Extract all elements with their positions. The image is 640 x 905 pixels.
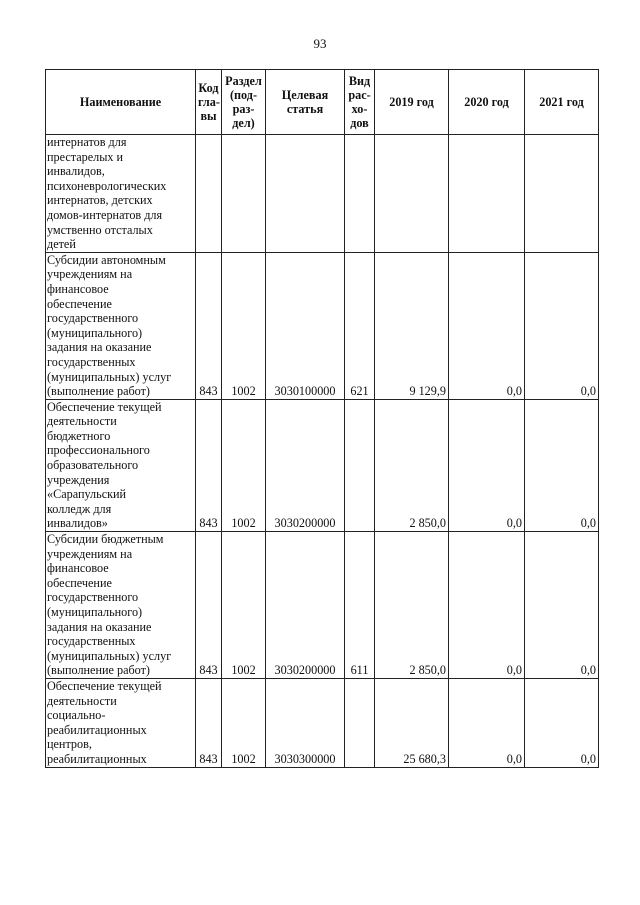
cell-name-line: задания на оказание bbox=[47, 340, 152, 355]
header-2019: 2019 год bbox=[375, 70, 449, 135]
cell-name-line: финансовое bbox=[47, 281, 109, 296]
cell-2019: 25 680,3 bbox=[375, 678, 449, 767]
page-number: 93 bbox=[313, 36, 327, 51]
cell-name-line: реабилитационных bbox=[47, 722, 147, 737]
cell-name-line: (выполнение работ) bbox=[47, 663, 150, 678]
table-row bbox=[46, 532, 599, 679]
header-target-line: статья bbox=[286, 102, 324, 116]
cell-code: 843 bbox=[196, 532, 222, 679]
cell-name-line: государственных bbox=[47, 634, 136, 649]
cell-name bbox=[46, 678, 196, 767]
cell-name-line: профессионального bbox=[47, 443, 150, 458]
cell-2021 bbox=[525, 135, 599, 253]
cell-2021: 0,0 bbox=[525, 678, 599, 767]
header-2020: 2020 год bbox=[449, 70, 525, 135]
cell-2019: 9 129,9 bbox=[375, 252, 449, 399]
cell-name bbox=[46, 532, 196, 679]
cell-2020: 0,0 bbox=[449, 532, 525, 679]
cell-name-line: (муниципального) bbox=[47, 605, 143, 619]
cell-target bbox=[266, 135, 345, 253]
header-code-line: вы bbox=[200, 109, 217, 123]
cell-name-line: учреждениям на bbox=[47, 267, 133, 282]
header-section-line: (под- bbox=[229, 88, 258, 102]
cell-exp-type bbox=[345, 399, 375, 531]
cell-name-line: (муниципальных) услуг bbox=[47, 369, 172, 384]
cell-name-line: интернатов, детских bbox=[47, 193, 153, 208]
cell-name-line: учреждениям на bbox=[47, 546, 133, 561]
cell-code: 843 bbox=[196, 399, 222, 531]
cell-section: 1002 bbox=[222, 532, 266, 679]
cell-exp-type: 621 bbox=[345, 252, 375, 399]
cell-name-line: колледж для bbox=[47, 501, 112, 516]
cell-name-line: (муниципальных) услуг bbox=[47, 648, 172, 663]
cell-section: 1002 bbox=[222, 678, 266, 767]
cell-exp-type: 611 bbox=[345, 532, 375, 679]
header-code bbox=[196, 70, 222, 135]
header-exp-type bbox=[345, 70, 375, 135]
cell-2020: 0,0 bbox=[449, 252, 525, 399]
cell-name-line: государственных bbox=[47, 354, 136, 369]
header-2021: 2021 год bbox=[525, 70, 599, 135]
cell-section bbox=[222, 135, 266, 253]
cell-code: 843 bbox=[196, 678, 222, 767]
header-section-line: Раздел bbox=[225, 74, 262, 88]
header-code-line: гла- bbox=[198, 95, 220, 109]
table-body bbox=[46, 135, 599, 768]
budget-table bbox=[45, 69, 599, 768]
header-target bbox=[266, 70, 345, 135]
cell-name-line: (выполнение работ) bbox=[47, 384, 150, 399]
cell-name-line: деятельности bbox=[47, 414, 117, 429]
cell-name-line: государственного bbox=[47, 590, 139, 605]
cell-name bbox=[46, 252, 196, 399]
cell-name-line: бюджетного bbox=[47, 428, 111, 443]
header-section-line: дел) bbox=[232, 116, 255, 130]
cell-name-line: деятельности bbox=[47, 693, 117, 708]
cell-name-line: Субсидии автономным bbox=[47, 252, 166, 267]
header-exp-type-line: рас- bbox=[348, 88, 371, 102]
cell-name-line: «Сарапульский bbox=[47, 487, 127, 502]
cell-name bbox=[46, 399, 196, 531]
cell-name-line: обеспечение bbox=[47, 575, 112, 590]
cell-2020 bbox=[449, 135, 525, 253]
cell-name-line: интернатов для bbox=[47, 135, 127, 149]
table-row bbox=[46, 399, 599, 531]
cell-exp-type bbox=[345, 678, 375, 767]
cell-name bbox=[46, 135, 196, 253]
header-section bbox=[222, 70, 266, 135]
cell-name-line: социально- bbox=[47, 708, 106, 723]
cell-2019 bbox=[375, 135, 449, 253]
header-name: Наименование bbox=[46, 70, 196, 135]
header-target-line: Целевая bbox=[281, 88, 329, 102]
cell-target: 3030300000 bbox=[266, 678, 345, 767]
cell-name-line: (муниципального) bbox=[47, 325, 143, 340]
cell-exp-type bbox=[345, 135, 375, 253]
cell-2020: 0,0 bbox=[449, 399, 525, 531]
cell-2019: 2 850,0 bbox=[375, 399, 449, 531]
cell-code bbox=[196, 135, 222, 253]
cell-2019: 2 850,0 bbox=[375, 532, 449, 679]
cell-name-line: финансовое bbox=[47, 561, 109, 576]
cell-name-line: Обеспечение текущей bbox=[47, 399, 162, 414]
cell-name-line: Субсидии бюджетным bbox=[47, 532, 164, 547]
header-exp-type-line: хо- bbox=[351, 102, 368, 116]
header-exp-type-line: дов bbox=[350, 116, 369, 130]
cell-name-line: центров, bbox=[47, 737, 92, 752]
cell-name-line: задания на оказание bbox=[47, 619, 152, 634]
cell-section: 1002 bbox=[222, 399, 266, 531]
table-row bbox=[46, 135, 599, 253]
cell-target: 3030100000 bbox=[266, 252, 345, 399]
cell-target: 3030200000 bbox=[266, 399, 345, 531]
table-row bbox=[46, 252, 599, 399]
cell-name-line: психоневрологических bbox=[47, 178, 167, 193]
cell-name-line: умственно отсталых bbox=[47, 222, 153, 237]
cell-name-line: Обеспечение текущей bbox=[47, 678, 162, 693]
cell-section: 1002 bbox=[222, 252, 266, 399]
cell-name-line: инвалидов, bbox=[47, 164, 105, 179]
cell-target: 3030200000 bbox=[266, 532, 345, 679]
cell-name-line: детей bbox=[47, 237, 76, 252]
header-section-line: раз- bbox=[232, 102, 255, 116]
cell-name-line: престарелых и bbox=[47, 149, 124, 164]
header-row bbox=[46, 70, 599, 135]
cell-2021: 0,0 bbox=[525, 532, 599, 679]
cell-name-line: государственного bbox=[47, 311, 139, 326]
header-code-line: Код bbox=[198, 81, 219, 95]
cell-2020: 0,0 bbox=[449, 678, 525, 767]
cell-2021: 0,0 bbox=[525, 252, 599, 399]
cell-name-line: учреждения bbox=[47, 472, 110, 487]
cell-code: 843 bbox=[196, 252, 222, 399]
cell-2021: 0,0 bbox=[525, 399, 599, 531]
header-exp-type-line: Вид bbox=[348, 74, 371, 88]
table-row bbox=[46, 678, 599, 767]
cell-name-line: инвалидов» bbox=[47, 516, 108, 531]
cell-name-line: обеспечение bbox=[47, 296, 112, 311]
cell-name-line: реабилитационных bbox=[47, 751, 147, 766]
cell-name-line: образовательного bbox=[47, 458, 139, 473]
cell-name-line: домов-интернатов для bbox=[47, 207, 163, 222]
